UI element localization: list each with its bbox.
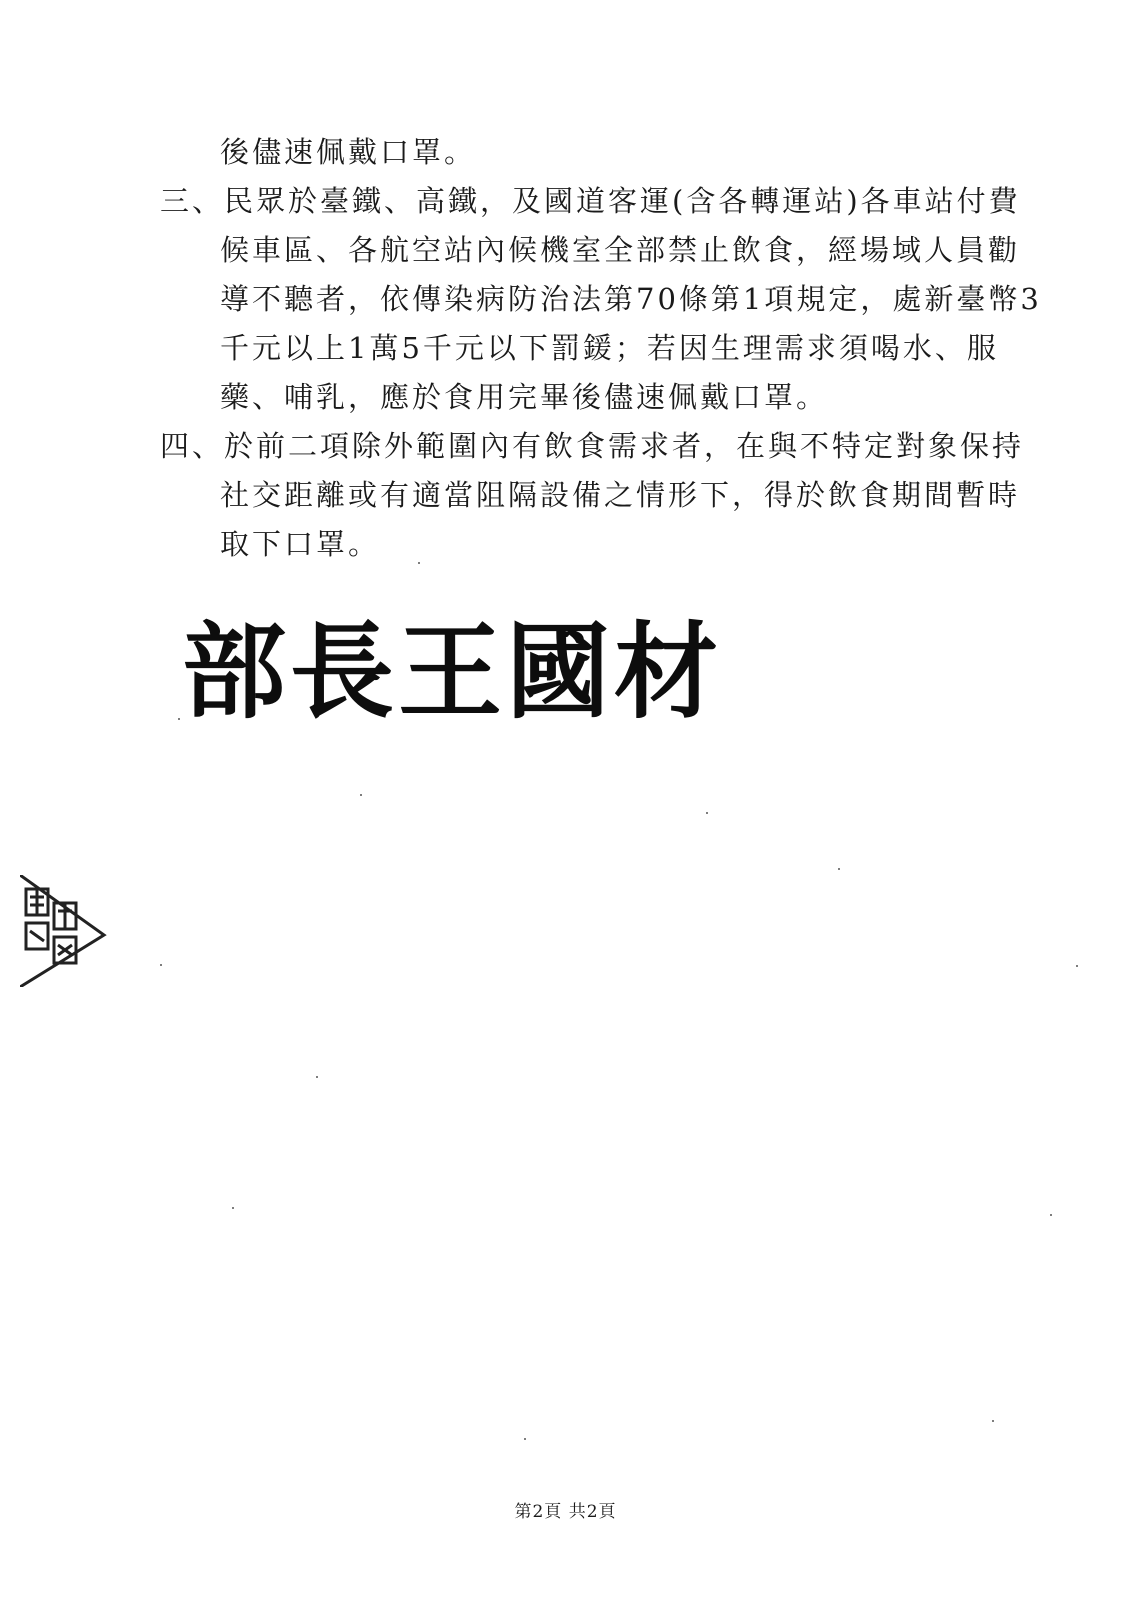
body-line-3: 候車區、各航空站內候機室全部禁止飲食，經場域人員勸	[220, 233, 1021, 267]
scan-speck	[316, 1076, 318, 1078]
body-line-1: 後儘速佩戴口罩。	[220, 135, 477, 169]
body-line-5: 千元以上1萬5千元以下罰鍰；若因生理需求須喝水、服	[220, 331, 999, 365]
scan-speck	[1076, 965, 1078, 967]
official-seal-icon	[20, 875, 108, 987]
minister-signature: 部長王國材	[182, 610, 723, 733]
scan-speck	[232, 1207, 234, 1209]
scan-speck	[992, 1420, 994, 1422]
scan-speck	[838, 868, 840, 870]
body-line-item-4: 四、於前二項除外範圍內有飲食需求者，在與不特定對象保持	[160, 429, 1025, 463]
body-line-9: 取下口罩。	[220, 527, 381, 561]
scan-speck	[1050, 1214, 1052, 1216]
body-line-item-3: 三、民眾於臺鐵、高鐵，及國道客運(含各轉運站)各車站付費	[160, 184, 1021, 218]
page-number: 第2頁 共2頁	[514, 1502, 617, 1522]
scan-speck	[160, 964, 162, 966]
scan-speck	[360, 794, 362, 796]
scan-speck	[178, 718, 180, 720]
body-line-8: 社交距離或有適當阻隔設備之情形下，得於飲食期間暫時	[220, 478, 1021, 512]
scan-speck	[418, 562, 420, 564]
body-line-4: 導不聽者，依傳染病防治法第70條第1項規定，處新臺幣3	[220, 282, 1042, 316]
body-line-6: 藥、哺乳，應於食用完畢後儘速佩戴口罩。	[220, 380, 829, 414]
scan-speck	[524, 1438, 526, 1440]
scan-speck	[706, 812, 708, 814]
